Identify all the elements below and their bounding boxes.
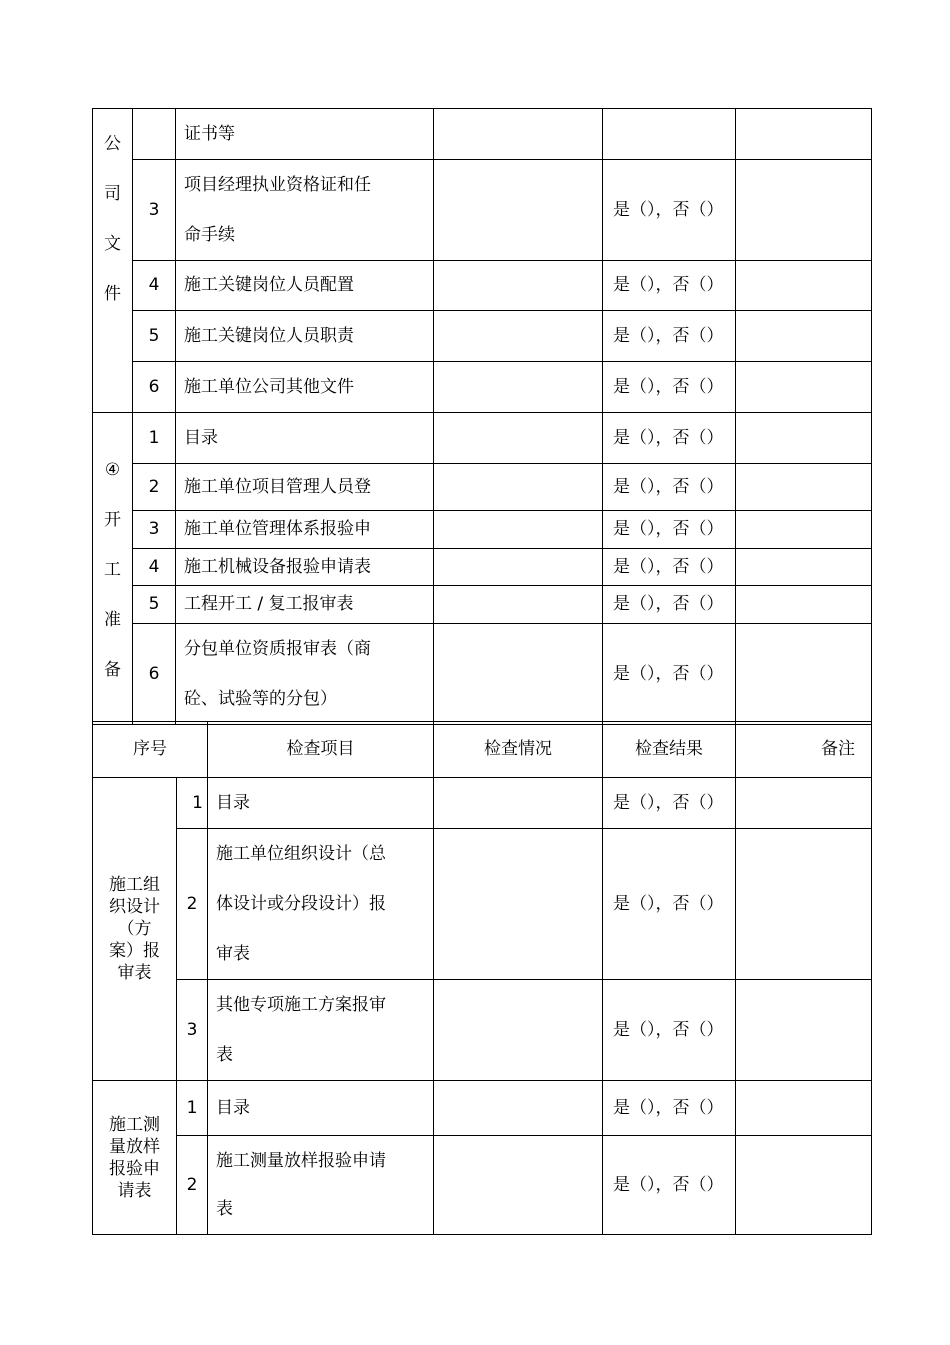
check-status-cell [434, 311, 603, 362]
row-number: 3 [133, 160, 176, 261]
header-item: 检查项目 [208, 722, 434, 778]
note-cell [736, 311, 872, 362]
check-result: 是（），否（） [603, 586, 736, 624]
check-status-cell [434, 624, 603, 725]
check-item: 施工单位公司其他文件 [176, 362, 434, 413]
row-number: 1 [177, 778, 208, 829]
check-item [176, 624, 434, 725]
check-result [603, 109, 736, 160]
note-cell [736, 1136, 872, 1235]
group-char: ④ [104, 460, 121, 480]
check-status-cell [434, 160, 603, 261]
check-item-line: 其他专项施工方案报审 [216, 995, 386, 1015]
check-result: 是（），否（） [603, 549, 736, 586]
check-item-line: 分包单位资质报审表（商 [184, 639, 371, 659]
check-result: 是（），否（） [603, 362, 736, 413]
checklist-table-top [92, 108, 872, 725]
table-row [93, 549, 872, 586]
check-result: 是（），否（） [603, 778, 736, 829]
table-row [93, 624, 872, 725]
check-result: 是（），否（） [603, 624, 736, 725]
row-number: 6 [133, 362, 176, 413]
group-company-docs [93, 109, 133, 413]
check-result: 是（），否（） [603, 311, 736, 362]
check-status-cell [434, 778, 603, 829]
group-survey-layout [93, 1081, 177, 1235]
check-result: 是（），否（） [603, 1081, 736, 1136]
group-line: 施工组 [109, 875, 160, 895]
check-result: 是（），否（） [603, 464, 736, 511]
check-item-line: 审表 [216, 944, 250, 964]
note-cell [736, 261, 872, 311]
table-row [93, 109, 872, 160]
check-item: 目录 [208, 1081, 434, 1136]
check-status-cell [434, 109, 603, 160]
check-item-line: 施工测量放样报验申请 [216, 1151, 386, 1171]
check-item: 施工机械设备报验申请表 [176, 549, 434, 586]
table-row [93, 1081, 872, 1136]
group-line: 审表 [117, 963, 152, 983]
note-cell [736, 980, 872, 1081]
row-number: 4 [133, 261, 176, 311]
group-line: 量放样 [109, 1136, 160, 1157]
note-cell [736, 464, 872, 511]
note-cell [736, 160, 872, 261]
table-row [93, 362, 872, 413]
check-status-cell [434, 549, 603, 586]
group-line: 织设计 [109, 897, 160, 917]
table-row [93, 586, 872, 624]
group-start-prep [93, 413, 133, 725]
check-item-line: 项目经理执业资格证和任 [184, 175, 371, 195]
check-item: 施工单位项目管理人员登 [176, 464, 434, 511]
group-char: 备 [104, 660, 121, 680]
table-row [93, 829, 872, 980]
row-number [133, 109, 176, 160]
note-cell [736, 109, 872, 160]
row-number: 3 [133, 511, 176, 549]
table-row [93, 980, 872, 1081]
table-row [93, 464, 872, 511]
note-cell [736, 362, 872, 413]
check-item [208, 1136, 434, 1235]
group-char: 司 [104, 184, 121, 204]
group-line: （方 [117, 919, 152, 939]
note-cell [736, 413, 872, 464]
group-char: 公 [104, 134, 121, 154]
header-status: 检查情况 [434, 722, 603, 778]
note-cell [736, 829, 872, 980]
note-cell [736, 1081, 872, 1136]
header-seq: 序号 [93, 722, 208, 778]
check-status-cell [434, 1081, 603, 1136]
note-cell [736, 511, 872, 549]
check-status-cell [434, 261, 603, 311]
header-result: 检查结果 [603, 722, 736, 778]
check-item-line: 砼、试验等的分包） [184, 689, 337, 709]
table-row [93, 160, 872, 261]
group-char: 准 [104, 610, 121, 630]
group-line: 报验申 [109, 1158, 160, 1179]
row-number: 1 [177, 1081, 208, 1136]
row-number: 2 [133, 464, 176, 511]
check-result: 是（），否（） [603, 980, 736, 1081]
row-number: 2 [177, 1136, 208, 1235]
table-row [93, 413, 872, 464]
row-number: 6 [133, 624, 176, 725]
row-number: 4 [133, 549, 176, 586]
check-item [208, 829, 434, 980]
check-item: 目录 [176, 413, 434, 464]
check-item-line: 表 [216, 1199, 233, 1219]
table-row [93, 511, 872, 549]
check-item [208, 980, 434, 1081]
group-construction-design [93, 778, 177, 1081]
check-item: 施工单位管理体系报验申 [176, 511, 434, 549]
note-cell [736, 624, 872, 725]
group-char: 开 [104, 510, 121, 530]
check-item [176, 160, 434, 261]
check-item-line: 施工单位组织设计（总 [216, 844, 386, 864]
check-result: 是（），否（） [603, 1136, 736, 1235]
row-number: 5 [133, 311, 176, 362]
note-cell [736, 549, 872, 586]
check-result: 是（），否（） [603, 160, 736, 261]
row-number: 1 [133, 413, 176, 464]
row-number: 3 [177, 980, 208, 1081]
table-row [93, 311, 872, 362]
check-status-cell [434, 980, 603, 1081]
check-result: 是（），否（） [603, 261, 736, 311]
table-row [93, 261, 872, 311]
check-item: 证书等 [176, 109, 434, 160]
table-row [93, 778, 872, 829]
group-char: 工 [104, 560, 121, 580]
check-item: 施工关键岗位人员职责 [176, 311, 434, 362]
row-number: 2 [177, 829, 208, 980]
group-line: 施工测 [109, 1114, 160, 1135]
group-line: 请表 [117, 1180, 152, 1201]
check-item: 施工关键岗位人员配置 [176, 261, 434, 311]
row-number: 5 [133, 586, 176, 624]
group-char: 文 [104, 234, 121, 254]
check-item-line: 表 [216, 1045, 233, 1065]
check-item-line: 体设计或分段设计）报 [216, 894, 386, 914]
check-item: 目录 [208, 778, 434, 829]
check-item: 工程开工 / 复工报审表 [176, 586, 434, 624]
table-header-row [93, 722, 872, 778]
check-result: 是（），否（） [603, 511, 736, 549]
table-row [93, 1136, 872, 1235]
check-result: 是（），否（） [603, 413, 736, 464]
check-status-cell [434, 586, 603, 624]
check-status-cell [434, 511, 603, 549]
note-cell [736, 586, 872, 624]
check-result: 是（），否（） [603, 829, 736, 980]
check-status-cell [434, 829, 603, 980]
group-line: 案）报 [109, 941, 160, 961]
check-status-cell [434, 1136, 603, 1235]
check-item-line: 命手续 [184, 225, 235, 245]
check-status-cell [434, 362, 603, 413]
checklist-table-bottom [92, 721, 872, 1235]
header-note: 备注 [736, 722, 872, 778]
group-char: 件 [104, 284, 121, 304]
check-status-cell [434, 464, 603, 511]
check-status-cell [434, 413, 603, 464]
note-cell [736, 778, 872, 829]
